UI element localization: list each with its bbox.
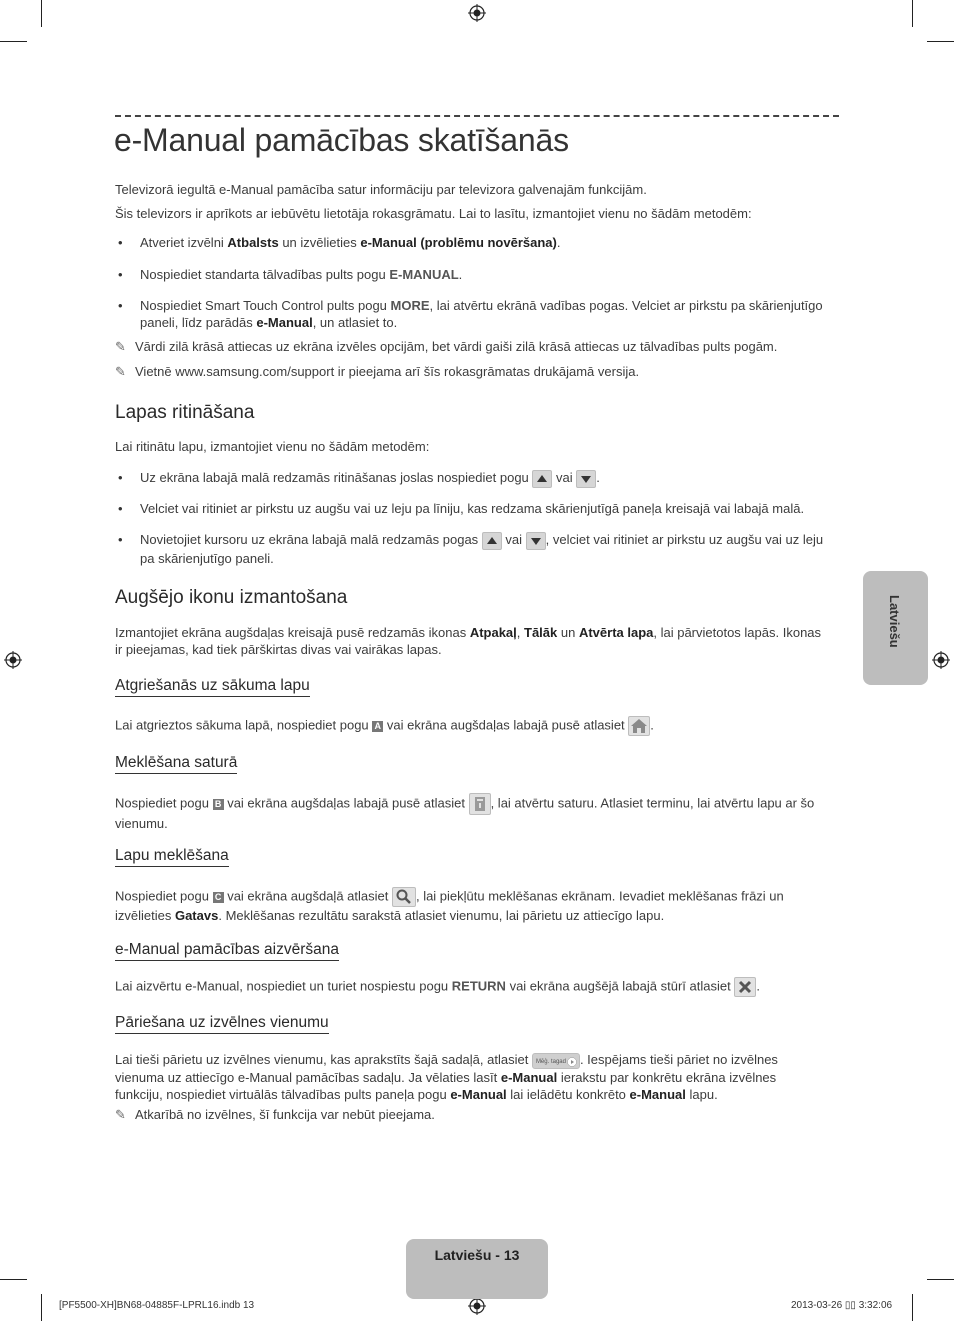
bullet-marker: •	[118, 470, 123, 485]
crop-mark	[41, 1294, 42, 1321]
language-side-tab: Latviešu	[863, 571, 928, 685]
list-item: Nospiediet Smart Touch Control pults pogu MORE, lai atvērtu ekrānā vadības pogas. Velciet ar pirkstu pa skārienjutīgo paneli, līdz parādās e-Manual, un atlasiet to.	[140, 298, 823, 330]
page-title: e-Manual pamācības skatīšanās	[114, 122, 569, 158]
title-rule	[115, 115, 839, 117]
paragraph: Lai ritinātu lapu, izmantojiet vienu no šādām metodēm:	[115, 439, 430, 454]
subsection-heading: Lapu meklēšana	[115, 847, 229, 867]
button-b-icon: B	[213, 799, 224, 810]
registration-mark-icon	[932, 651, 950, 669]
note: ✎ Vietnē www.samsung.com/support ir pieejama arī šīs rokasgrāmatas drukājamā versija.	[115, 364, 640, 379]
crop-mark	[912, 1294, 913, 1321]
section-heading: Lapas ritināšana	[115, 402, 255, 423]
list-item: Uz ekrāna labajā malā redzamās ritināšanas joslas nospiediet pogu vai .	[140, 469, 830, 488]
scroll-up-icon	[482, 532, 502, 550]
bullet-marker: •	[118, 501, 123, 516]
note-icon: ✎	[115, 1107, 126, 1122]
paragraph: Lai tieši pārietu uz izvēlnes vienumu, kas aprakstīts šajā sadaļā, atlasiet Mēģ. tagad . Iespējams tieši pāriet no izvēlnes vienuma uz attiecīgo e-Manual pamācības sadaļu. Ja vēlaties lasīt e-Manual ierakstu par konkrētu ekrāna izvēlnes funkciju, nospiediet virtuālās tālvadības pults paneļa pogu e-Manual lai ielādētu konkrēto e-Manual lapu.	[115, 1052, 778, 1102]
print-file-info: [PF5500-XH]BN68-04885F-LPRL16.indb 13	[59, 1300, 255, 1311]
subsection-heading: e-Manual pamācības aizvēršana	[115, 941, 339, 961]
bullet-marker: •	[118, 267, 123, 282]
list-item: Novietojiet kursoru uz ekrāna labajā malā redzamās pogas vai , velciet vai ritiniet ar pirkstu uz augšu vai uz leju pa skārienjutīgo paneli.	[140, 532, 824, 566]
bullet-marker: •	[118, 532, 123, 547]
button-c-icon: C	[213, 892, 224, 903]
note-icon: ✎	[115, 339, 126, 354]
page-number-tab	[406, 1239, 548, 1299]
subsection-heading: Meklēšana saturā	[115, 754, 237, 774]
contents-icon	[469, 793, 491, 815]
print-date-info: 2013-03-26 ▯▯ 3:32:06	[791, 1300, 893, 1311]
note: ✎ Vārdi zilā krāsā attiecas uz ekrāna izvēles opcijām, bet vārdi gaiši zilā krāsā attiecas uz tālvadības pults pogām.	[115, 339, 778, 354]
paragraph: Izmantojiet ekrāna augšdaļas kreisajā pusē redzamās ikonas Atpakaļ, Tālāk un Atvērta lapa, lai pārvietotos lapās. Ikonas ir pieejamas, kad tiek pārškirtas divas vai vairākas lapas.	[115, 625, 822, 657]
subsection-heading: Pāriešana uz izvēlnes vienumu	[115, 1014, 329, 1034]
paragraph: Nospiediet pogu C vai ekrāna augšdaļā atlasiet , lai piekļūtu meklēšanas ekrānam. Ievadiet meklēšanas frāzi un izvēlieties Gatavs. Meklēšanas rezultātu sarakstā atlasiet vienumu, lai pārietu uz attiecīgo lapu.	[115, 888, 784, 923]
bullet-marker: •	[118, 235, 123, 250]
crop-mark	[927, 1279, 954, 1280]
registration-mark-icon	[468, 4, 486, 22]
page-number: Latviešu - 13	[434, 1247, 520, 1263]
subsection-heading: Atgriešanās uz sākuma lapu	[115, 677, 310, 697]
close-icon	[734, 977, 756, 997]
try-now-button: Mēģ. tagad	[532, 1053, 580, 1069]
crop-mark	[0, 1279, 27, 1280]
search-icon	[392, 887, 416, 907]
scroll-down-icon	[576, 470, 596, 488]
list-item: Velciet vai ritiniet ar pirkstu uz augšu vai uz leju pa līniju, kas redzama skārienjutīgā paneļa kreisajā vai labajā malā.	[140, 501, 805, 516]
crop-mark	[912, 0, 913, 27]
intro-paragraph: Šis televizors ir aprīkots ar iebūvētu lietotāja rokasgrāmatu. Lai to lasītu, izmantojiet vienu no šādām metodēm:	[115, 206, 752, 221]
note-icon: ✎	[115, 364, 126, 379]
paragraph: Nospiediet pogu B vai ekrāna augšdaļas labajā pusē atlasiet , lai atvērtu saturu. Atlasiet terminu, lai atvērtu lapu ar šo vienumu.	[115, 793, 827, 832]
home-icon	[628, 716, 650, 736]
crop-mark	[927, 41, 954, 42]
paragraph: Lai atgrieztos sākuma lapā, nospiediet pogu A vai ekrāna augšdaļas labajā pusē atlasiet .	[115, 716, 827, 736]
registration-mark-icon	[468, 1297, 486, 1315]
list-item: Atveriet izvēlni Atbalsts un izvēlieties e-Manual (problēmu novēršana).	[140, 235, 561, 250]
section-heading: Augšējo ikonu izmantošana	[115, 587, 348, 608]
scroll-up-icon	[532, 470, 552, 488]
crop-mark	[0, 41, 27, 42]
note: ✎ Atkarībā no izvēlnes, šī funkcija var nebūt pieejama.	[115, 1107, 435, 1122]
registration-mark-icon	[4, 651, 22, 669]
list-item: Nospiediet standarta tālvadības pults pogu E-MANUAL.	[140, 267, 463, 282]
crop-mark	[41, 0, 42, 27]
intro-paragraph: Televizorā iegultā e-Manual pamācība satur informāciju par televizora galvenajām funkcijām.	[115, 182, 647, 197]
bullet-marker: •	[118, 298, 123, 313]
button-a-icon: A	[372, 721, 383, 732]
paragraph: Lai aizvērtu e-Manual, nospiediet un turiet nospiestu pogu RETURN vai ekrāna augšējā labajā stūrī atlasiet .	[115, 977, 827, 997]
scroll-down-icon	[526, 532, 546, 550]
